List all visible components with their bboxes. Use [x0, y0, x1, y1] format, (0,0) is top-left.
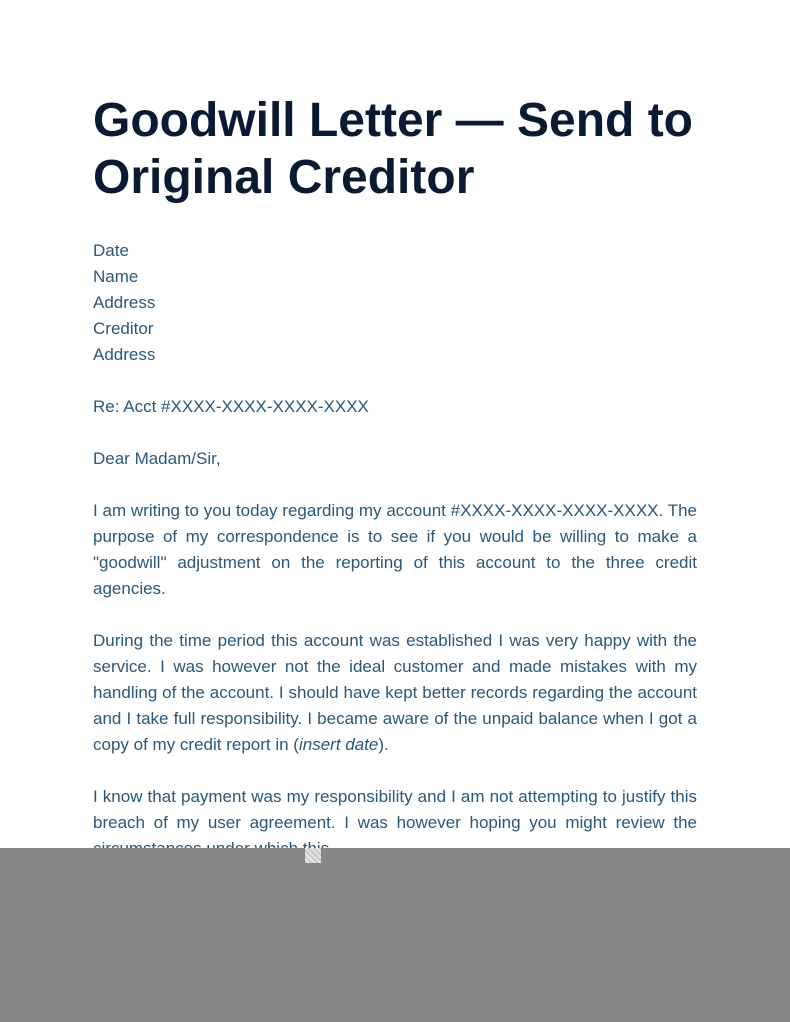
paragraph-2-start: During the time period this account was established I was very happy with the service. I was however not the ideal customer and made mistakes with my handling of the account. I should have kept better records regarding the account and I take full responsibility. I became aware of the unpaid balance when I got a copy of my credit report in ( [93, 631, 697, 754]
paragraph-2-italic: insert date [298, 735, 379, 754]
address-line-creditor-address: Address [93, 345, 156, 364]
address-block [93, 238, 697, 368]
preview-cutoff-notch [305, 848, 321, 863]
paragraph-3: I know that payment was my responsibility and I am not attempting to justify this breach of my user agreement. I was however hoping you might review the [93, 787, 697, 832]
address-line-address: Address [93, 293, 156, 312]
paragraph-2-end: ). [378, 735, 389, 754]
paragraph-1: I am writing to you today regarding my account #XXXX-XXXX-XXXX-XXXX. The purpose of my correspondence is to see if you would be willing to make a "goodwill" adjustment on the reporting of this account to the three credit agencies. [93, 501, 697, 598]
salutation: Dear Madam/Sir, [93, 449, 221, 468]
address-line-name: Name [93, 267, 139, 286]
address-line-creditor: Creditor [93, 319, 154, 338]
preview-cutoff-overlay [0, 848, 790, 1022]
letter-body [93, 238, 697, 862]
address-line-date: Date [93, 241, 129, 260]
page-title: Goodwill Letter — Send to Original Creditor [93, 94, 693, 204]
re-line: Re: Acct #XXXX-XXXX-XXXX-XXXX [93, 397, 369, 416]
paragraph-2 [93, 628, 697, 758]
